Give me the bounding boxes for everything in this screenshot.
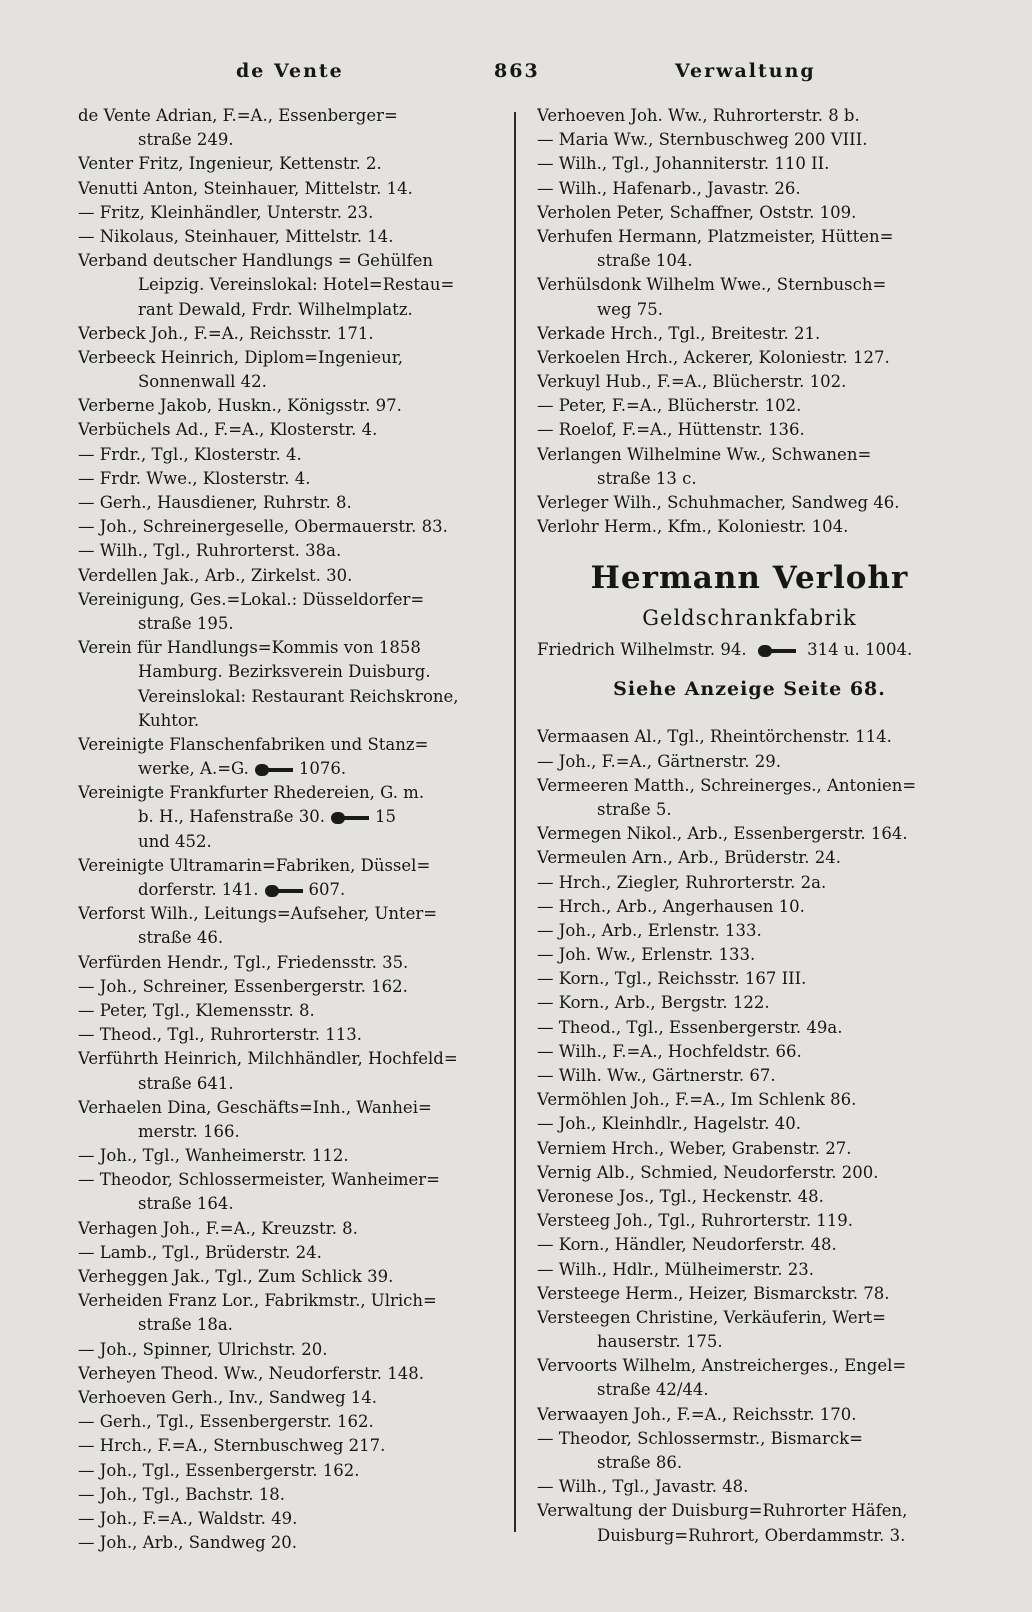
directory-entry	[78, 1144, 502, 1168]
directory-entry	[78, 467, 502, 491]
entry-text: Verhoeven Joh. Ww., Ruhrorterstr. 8 b.	[537, 106, 860, 125]
directory-entry	[78, 225, 502, 249]
telephone-icon	[331, 812, 369, 824]
directory-entry	[537, 515, 962, 539]
entry-text: straße 164.	[138, 1194, 234, 1214]
directory-entry	[537, 1112, 962, 1136]
directory-entry	[537, 298, 962, 322]
directory-entry	[78, 443, 502, 467]
directory-entry	[537, 370, 962, 394]
entry-text: straße 42/44.	[597, 1380, 709, 1400]
entry-text: Verkade Hrch., Tgl., Breitestr. 21.	[537, 323, 821, 343]
directory-entry	[78, 1410, 502, 1434]
directory-entry	[78, 975, 502, 999]
entry-text: dorferstr. 141.	[138, 880, 259, 899]
entry-text: Verbüchels Ad., F.=A., Klosterstr. 4.	[78, 420, 378, 440]
directory-entry	[537, 1427, 962, 1451]
entry-text: — Frdr., Tgl., Klosterstr. 4.	[78, 444, 302, 464]
entry-text: rant Dewald, Frdr. Wilhelmplatz.	[138, 299, 413, 319]
directory-entry	[537, 1040, 962, 1064]
directory-entry	[78, 1338, 502, 1362]
directory-entry	[78, 491, 502, 515]
entry-text: — Peter, F.=A., Blücherstr. 102.	[537, 396, 802, 416]
telephone-icon	[758, 645, 796, 657]
directory-entry	[537, 1088, 962, 1112]
directory-entry	[537, 1137, 962, 1161]
directory-entry	[537, 104, 962, 128]
entry-text: — Wilh., Tgl., Ruhrorterst. 38a.	[78, 541, 342, 561]
directory-entry	[537, 1378, 962, 1402]
entry-text: — Lamb., Tgl., Brüderstr. 24.	[78, 1242, 322, 1262]
entry-text: — Wilh. Ww., Gärtnerstr. 67.	[537, 1066, 776, 1085]
entry-text: — Frdr. Wwe., Klosterstr. 4.	[78, 468, 311, 488]
entry-text: — Gerh., Hausdiener, Ruhrstr. 8.	[78, 493, 352, 512]
entry-text: — Nikolaus, Steinhauer, Mittelstr. 14.	[78, 226, 394, 246]
entry-text: — Korn., Händler, Neudorferstr. 48.	[537, 1235, 837, 1255]
entry-text: merstr. 166.	[138, 1121, 240, 1141]
directory-entry	[78, 104, 502, 128]
directory-entry	[537, 967, 962, 991]
directory-entry	[78, 878, 502, 902]
entry-text: — Wilh., F.=A., Hochfeldstr. 66.	[537, 1041, 802, 1061]
entry-text: — Joh., F.=A., Waldstr. 49.	[78, 1508, 298, 1528]
directory-entry	[78, 249, 502, 273]
entry-text: — Hrch., Ziegler, Ruhrorterstr. 2a.	[537, 872, 827, 892]
advert-phone: 314 u. 1004.	[807, 640, 913, 660]
entry-text: — Joh. Ww., Erlenstr. 133.	[537, 945, 756, 965]
entry-text: — Maria Ww., Sternbuschweg 200 VIII.	[537, 130, 868, 150]
entry-text: werke, A.=G.	[138, 759, 249, 779]
directory-entry	[78, 1531, 502, 1555]
entry-text: Verwaayen Joh., F.=A., Reichsstr. 170.	[537, 1404, 857, 1424]
directory-entry	[78, 854, 502, 878]
directory-entry	[537, 322, 962, 346]
entry-text: Vermeulen Arn., Arb., Brüderstr. 24.	[537, 848, 842, 868]
entry-text: Verhaelen Dina, Geschäfts=Inh., Wanhei=	[78, 1097, 432, 1117]
directory-entry	[78, 322, 502, 346]
entry-text: — Joh., Schreinergeselle, Obermauerstr. 83.	[78, 517, 448, 537]
directory-entry	[537, 225, 962, 249]
entry-text: — Peter, Tgl., Klemensstr. 8.	[78, 1000, 315, 1020]
entry-text: straße 641.	[138, 1073, 234, 1093]
entry-text: Verberne Jakob, Huskn., Königsstr. 97.	[78, 396, 402, 416]
entry-text: — Joh., Spinner, Ulrichstr. 20.	[78, 1339, 328, 1359]
directory-entry	[78, 902, 502, 926]
entry-text: — Fritz, Kleinhändler, Unterstr. 23.	[78, 202, 374, 222]
directory-entry	[78, 1047, 502, 1071]
entry-text: — Wilh., Tgl., Javastr. 48.	[537, 1477, 749, 1497]
directory-entry	[78, 273, 502, 297]
directory-entry	[78, 660, 502, 684]
directory-entry	[537, 1161, 962, 1185]
advert-address-line	[537, 633, 962, 667]
entry-text: Verlohr Herm., Kfm., Koloniestr. 104.	[537, 517, 849, 537]
entry-text: Verheiden Franz Lor., Fabrikmstr., Ulrich=	[78, 1291, 437, 1311]
entry-text: straße 195.	[138, 613, 234, 633]
entry-text: Verkuyl Hub., F.=A., Blücherstr. 102.	[537, 372, 847, 392]
directory-entry	[78, 757, 502, 781]
directory-entry	[537, 249, 962, 273]
entry-phone-number: 1076.	[298, 759, 347, 779]
directory-entry	[537, 725, 962, 749]
directory-entry	[78, 298, 502, 322]
directory-entry	[537, 1403, 962, 1427]
directory-entry	[78, 1192, 502, 1216]
entry-text: weg 75.	[597, 299, 663, 319]
entry-phone-number: 607.	[308, 880, 346, 899]
entry-text: Venutti Anton, Steinhauer, Mittelstr. 14.	[78, 178, 413, 198]
entry-text: Verführth Heinrich, Milchhändler, Hochfeld=	[78, 1049, 458, 1069]
directory-entry	[537, 1499, 962, 1523]
directory-entry	[78, 733, 502, 757]
entry-text: — Joh., Tgl., Wanheimerstr. 112.	[78, 1146, 349, 1166]
entry-text: Duisburg=Ruhrort, Oberdammstr. 3.	[597, 1525, 906, 1545]
directory-entry	[78, 128, 502, 152]
directory-entry	[78, 926, 502, 950]
entry-text: Verhülsdonk Wilhelm Wwe., Sternbusch=	[537, 275, 887, 295]
directory-entry	[537, 871, 962, 895]
entry-text: Verbeck Joh., F.=A., Reichsstr. 171.	[78, 323, 374, 343]
directory-entry	[537, 201, 962, 225]
header-left-keyword: de Vente	[236, 60, 344, 82]
directory-entry	[78, 418, 502, 442]
directory-entry	[78, 564, 502, 588]
directory-entry	[537, 1475, 962, 1499]
entry-text: straße 104.	[597, 251, 693, 271]
directory-entry	[78, 636, 502, 660]
entry-text: Vereinigte Flanschenfabriken und Stanz=	[78, 734, 429, 754]
directory-entry	[537, 822, 962, 846]
entry-text: Vermegen Nikol., Arb., Essenbergerstr. 164.	[537, 824, 908, 844]
directory-entry	[537, 1524, 962, 1548]
entry-text: de Vente Adrian, F.=A., Essenberger=	[78, 106, 398, 125]
entry-text: Vermaasen Al., Tgl., Rheintörchenstr. 114.	[537, 727, 892, 747]
entry-text: Versteeg Joh., Tgl., Ruhrorterstr. 119.	[537, 1211, 854, 1231]
entry-text: Verwaltung der Duisburg=Ruhrorter Häfen,	[537, 1501, 908, 1521]
advert-reference: Siehe Anzeige Seite 68.	[613, 678, 886, 701]
entry-text: — Korn., Tgl., Reichsstr. 167 III.	[537, 969, 807, 989]
entry-text: hauserstr. 175.	[597, 1332, 723, 1352]
directory-entry	[78, 685, 502, 709]
entry-text: — Joh., Kleinhdlr., Hagelstr. 40.	[537, 1114, 801, 1134]
directory-entry	[78, 1483, 502, 1507]
entry-text: Verlangen Wilhelmine Ww., Schwanen=	[537, 444, 872, 464]
directory-entry	[537, 152, 962, 176]
directory-entry	[537, 1330, 962, 1354]
advert-address: Friedrich Wilhelmstr. 94.	[537, 640, 747, 660]
directory-entry	[78, 1023, 502, 1047]
directory-entry	[78, 539, 502, 563]
directory-entry	[537, 1354, 962, 1378]
entry-text: Verbeeck Heinrich, Diplom=Ingenieur,	[78, 347, 404, 367]
directory-entry	[78, 951, 502, 975]
advertisement	[537, 553, 962, 711]
entry-phone-number: 15	[375, 807, 396, 827]
entry-text: — Joh., Tgl., Bachstr. 18.	[78, 1484, 285, 1504]
directory-entry	[78, 201, 502, 225]
directory-entry	[537, 491, 962, 515]
directory-entry	[78, 1459, 502, 1483]
entry-text: Vereinslokal: Restaurant Reichskrone,	[138, 686, 459, 706]
directory-entry	[537, 1258, 962, 1282]
directory-entry	[78, 177, 502, 201]
entry-text: Verband deutscher Handlungs = Gehülfen	[78, 251, 433, 271]
entry-text: Hamburg. Bezirksverein Duisburg.	[138, 662, 431, 682]
directory-entry	[537, 128, 962, 152]
entry-text: Vereinigte Ultramarin=Fabriken, Düssel=	[78, 855, 431, 875]
entry-text: — Wilh., Hafenarb., Javastr. 26.	[537, 178, 801, 198]
directory-entry	[78, 1072, 502, 1096]
directory-entry	[78, 346, 502, 370]
entry-text: Vermeeren Matth., Schreinerges., Antonien=	[537, 775, 917, 795]
entry-text: und 452.	[138, 831, 212, 851]
directory-entry	[537, 1451, 962, 1475]
entry-text: Versteegen Christine, Verkäuferin, Wert=	[537, 1307, 886, 1327]
advert-title: Hermann Verlohr	[590, 560, 909, 597]
directory-entry	[78, 394, 502, 418]
directory-entry	[78, 1313, 502, 1337]
telephone-icon	[255, 764, 293, 776]
entry-text: straße 86.	[597, 1453, 683, 1472]
directory-entry	[537, 273, 962, 297]
directory-entry	[78, 1241, 502, 1265]
directory-entry	[537, 798, 962, 822]
entry-text: Veronese Jos., Tgl., Heckenstr. 48.	[537, 1186, 824, 1206]
entry-text: — Wilh., Tgl., Johanniterstr. 110 II.	[537, 154, 830, 174]
entry-text: Vereinigung, Ges.=Lokal.: Düsseldorfer=	[78, 589, 425, 609]
entry-text: — Hrch., F.=A., Sternbuschweg 217.	[78, 1436, 386, 1456]
right-column	[537, 104, 962, 1548]
directory-entry	[537, 1282, 962, 1306]
directory-entry	[78, 612, 502, 636]
directory-entry	[537, 919, 962, 943]
telephone-icon	[265, 885, 303, 897]
directory-entry	[537, 943, 962, 967]
directory-entry	[78, 370, 502, 394]
entry-text: — Joh., Tgl., Essenbergerstr. 162.	[78, 1460, 360, 1480]
entry-text: Leipzig. Vereinslokal: Hotel=Restau=	[138, 275, 455, 295]
entry-text: Versteege Herm., Heizer, Bismarckstr. 78.	[537, 1283, 890, 1303]
directory-entry	[537, 1233, 962, 1257]
directory-entry	[537, 846, 962, 870]
directory-entry	[78, 999, 502, 1023]
entry-text: Verdellen Jak., Arb., Zirkelst. 30.	[78, 565, 353, 585]
entry-text: — Joh., Arb., Sandweg 20.	[78, 1533, 298, 1553]
directory-entry	[537, 346, 962, 370]
directory-entry	[537, 394, 962, 418]
entry-text: straße 5.	[597, 799, 672, 819]
directory-entry	[78, 1217, 502, 1241]
entry-text: — Roelof, F.=A., Hüttenstr. 136.	[537, 420, 805, 440]
directory-entry	[537, 991, 962, 1015]
entry-text: straße 249.	[138, 130, 234, 150]
entry-text: Verheggen Jak., Tgl., Zum Schlick 39.	[78, 1267, 394, 1286]
directory-entry	[78, 1120, 502, 1144]
advert-subtitle: Geldschrankfabrik	[642, 606, 857, 631]
entry-text: Verfürden Hendr., Tgl., Friedensstr. 35.	[78, 952, 409, 972]
entry-text: Verhufen Hermann, Platzmeister, Hütten=	[537, 226, 894, 246]
entry-text: — Korn., Arb., Bergstr. 122.	[537, 993, 770, 1013]
entry-text: Vereinigte Frankfurter Rhedereien, G. m.	[78, 783, 425, 803]
directory-entry	[537, 177, 962, 201]
directory-entry	[78, 1434, 502, 1458]
entry-text: Venter Fritz, Ingenieur, Kettenstr. 2.	[78, 154, 382, 174]
directory-entry	[537, 1209, 962, 1233]
right-top-entries	[537, 104, 962, 539]
entry-text: Verkoelen Hrch., Ackerer, Koloniestr. 127.	[537, 347, 890, 367]
entry-text: Kuhtor.	[138, 710, 200, 730]
entry-text: Verholen Peter, Schaffner, Oststr. 109.	[537, 202, 857, 222]
entry-text: Vervoorts Wilhelm, Anstreicherges., Engel=	[537, 1356, 907, 1376]
directory-entry	[78, 1168, 502, 1192]
directory-entry	[537, 750, 962, 774]
directory-entry	[78, 830, 502, 854]
directory-entry	[537, 467, 962, 491]
column-divider	[514, 112, 516, 1532]
directory-entry	[78, 1386, 502, 1410]
entry-text: Verein für Handlungs=Kommis von 1858	[78, 638, 421, 658]
directory-entry	[78, 1362, 502, 1386]
directory-entry	[537, 443, 962, 467]
entry-text: b. H., Hafenstraße 30.	[138, 807, 325, 827]
directory-entry	[78, 1507, 502, 1531]
entry-text: — Theodor, Schlossermeister, Wanheimer=	[78, 1170, 441, 1190]
entry-text: Verniem Hrch., Weber, Grabenstr. 27.	[537, 1138, 852, 1158]
entry-text: Verhagen Joh., F.=A., Kreuzstr. 8.	[78, 1218, 358, 1238]
entry-text: — Joh., Schreiner, Essenbergerstr. 162.	[78, 976, 408, 996]
entry-text: — Joh., Arb., Erlenstr. 133.	[537, 920, 762, 940]
directory-entry	[78, 588, 502, 612]
directory-entry	[537, 1016, 962, 1040]
entry-text: — Wilh., Hdlr., Mülheimerstr. 23.	[537, 1259, 815, 1279]
right-bottom-entries	[537, 725, 962, 1547]
entry-text: Vermöhlen Joh., F.=A., Im Schlenk 86.	[537, 1090, 857, 1110]
directory-entry	[78, 805, 502, 829]
directory-entry	[537, 1185, 962, 1209]
directory-entry	[537, 1064, 962, 1088]
entry-text: — Joh., F.=A., Gärtnerstr. 29.	[537, 751, 781, 771]
entry-text: straße 13 c.	[597, 468, 697, 488]
header-right-keyword: Verwaltung	[675, 60, 816, 82]
directory-entry	[78, 152, 502, 176]
directory-entry	[78, 1096, 502, 1120]
directory-entry	[537, 1306, 962, 1330]
entry-text: Sonnenwall 42.	[138, 372, 267, 392]
directory-entry	[78, 781, 502, 805]
entry-text: Verheyen Theod. Ww., Neudorferstr. 148.	[78, 1363, 425, 1383]
entry-text: — Gerh., Tgl., Essenbergerstr. 162.	[78, 1412, 374, 1432]
entry-text: Verleger Wilh., Schuhmacher, Sandweg 46.	[537, 493, 900, 512]
entry-text: Verhoeven Gerh., Inv., Sandweg 14.	[78, 1387, 378, 1407]
page-number: 863	[494, 60, 540, 82]
directory-entry	[78, 515, 502, 539]
left-column	[78, 104, 502, 1555]
entry-text: — Theodor, Schlossermstr., Bismarck=	[537, 1428, 863, 1448]
directory-entry	[537, 895, 962, 919]
entry-text: straße 18a.	[138, 1315, 233, 1335]
directory-entry	[537, 418, 962, 442]
entry-text: Vernig Alb., Schmied, Neudorferstr. 200.	[537, 1162, 879, 1182]
directory-entry	[78, 1289, 502, 1313]
directory-entry	[78, 1265, 502, 1289]
entry-text: Verforst Wilh., Leitungs=Aufseher, Unter=	[78, 904, 438, 924]
entry-text: — Theod., Tgl., Essenbergerstr. 49a.	[537, 1017, 843, 1037]
entry-text: — Theod., Tgl., Ruhrorterstr. 113.	[78, 1025, 363, 1045]
entry-text: straße 46.	[138, 928, 224, 948]
directory-entry	[537, 774, 962, 798]
entry-text: — Hrch., Arb., Angerhausen 10.	[537, 896, 805, 916]
directory-entry	[78, 709, 502, 733]
